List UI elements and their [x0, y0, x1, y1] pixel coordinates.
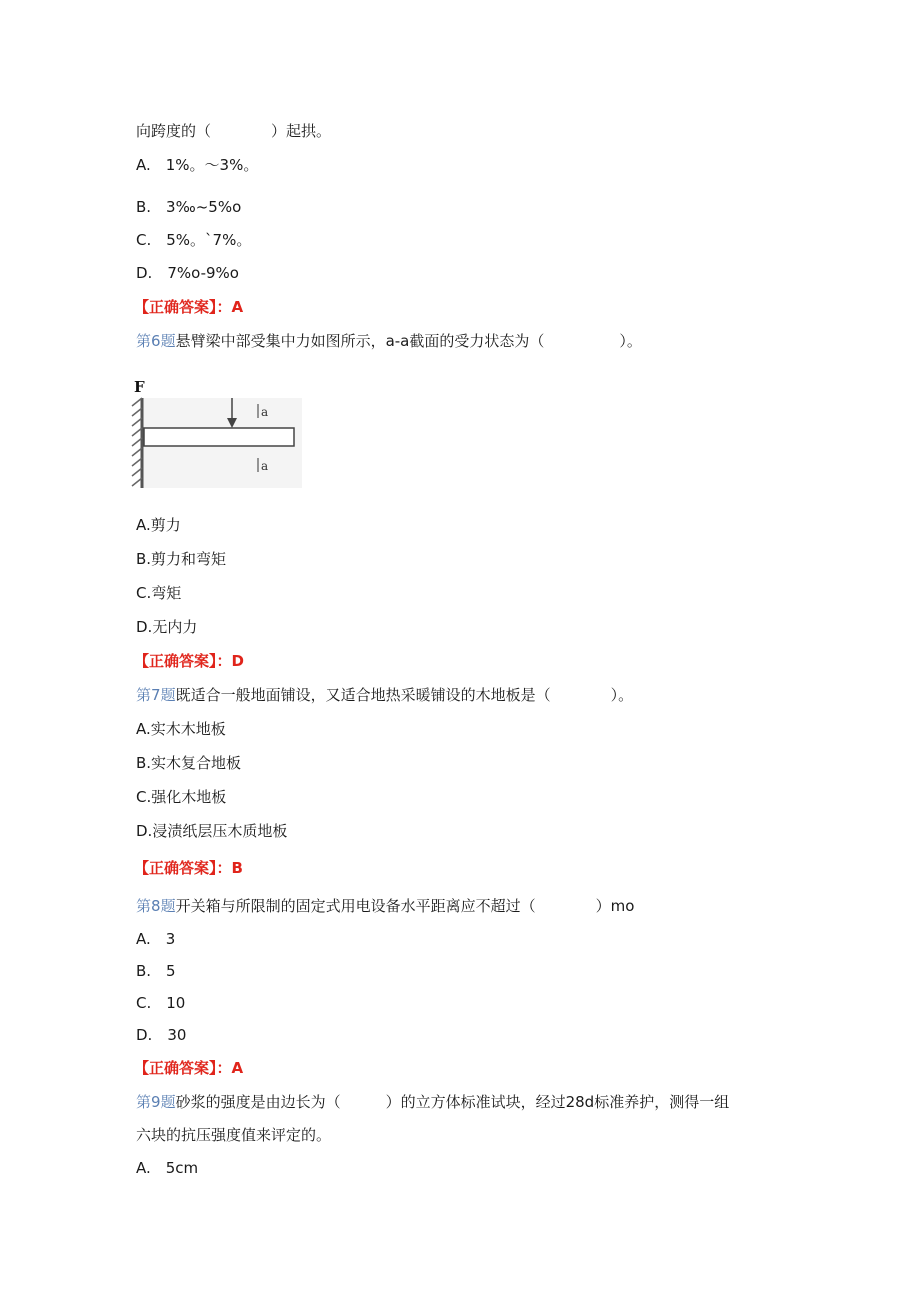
- q7-answer: 【正确答案】：B: [134, 859, 243, 877]
- q7-option-c: C.强化木地板: [136, 788, 227, 806]
- section-label-bottom: a: [261, 459, 269, 473]
- q7-prefix: 第: [136, 686, 152, 704]
- q7-option-a: A.实木木地板: [136, 720, 226, 738]
- q9-stem-line1: 砂浆的强度是由边长为（ ）的立方体标准试块，经过28d标准养护，测得一组: [175, 1093, 730, 1111]
- q6-answer: 【正确答案】：D: [134, 652, 244, 670]
- q9-number: 9: [151, 1093, 161, 1111]
- q8-suffix: 题: [160, 897, 176, 915]
- q5-option-b: B. 3‰~5%o: [136, 198, 242, 216]
- q8-option-a: A. 3: [136, 930, 176, 948]
- q7-number: 7: [151, 686, 161, 704]
- q6-option-c: C.弯矩: [136, 584, 182, 602]
- q7-stem: [136, 685, 633, 705]
- q7-stem-text: 既适合一般地面铺设，又适合地热采暖铺设的木地板是（ ）。: [175, 686, 634, 704]
- q8-prefix: 第: [136, 897, 152, 915]
- q9-suffix: 题: [160, 1093, 176, 1111]
- q6-stem-text: 悬臂梁中部受集中力如图所示，a-a截面的受力状态为（ ）。: [175, 332, 642, 350]
- q8-answer: 【正确答案】：A: [134, 1059, 244, 1077]
- q5-option-a: A. 1%。～3%。: [136, 156, 259, 174]
- beam: [144, 428, 294, 446]
- q8-stem-text: 开关箱与所限制的固定式用电设备水平距离应不超过（ ）mo: [175, 897, 635, 915]
- q5-answer: 【正确答案】：A: [134, 298, 244, 316]
- q8-option-c: C. 10: [136, 994, 186, 1012]
- q8-number: 8: [151, 897, 161, 915]
- q6-option-a: A.剪力: [136, 516, 181, 534]
- q8-stem: [136, 896, 634, 916]
- q6-prefix: 第: [136, 332, 152, 350]
- q7-option-d: D.浸渍纸层压木质地板: [136, 822, 288, 840]
- q7-option-b: B.实木复合地板: [136, 754, 242, 772]
- q6-option-b: B.剪力和弯矩: [136, 550, 227, 568]
- q6-number: 6: [151, 332, 161, 350]
- q9-option-a: A. 5cm: [136, 1159, 199, 1177]
- q6-option-d: D.无内力: [136, 618, 198, 636]
- q6-stem: [136, 331, 642, 351]
- q5-option-c: C. 5%。`7%。: [136, 231, 252, 249]
- q8-option-d: D. 30: [136, 1026, 187, 1044]
- cantilever-beam-figure: [128, 378, 304, 490]
- section-label-top: a: [261, 405, 269, 419]
- q9-stem-line2: 六块的抗压强度值来评定的。: [136, 1126, 332, 1144]
- q9-prefix: 第: [136, 1093, 152, 1111]
- q9-stem: [136, 1092, 729, 1112]
- q5-stem-tail: 向跨度的（ ）起拱。: [136, 122, 332, 140]
- q5-option-d: D. 7%o-9%o: [136, 264, 239, 282]
- q6-suffix: 题: [160, 332, 176, 350]
- q7-suffix: 题: [160, 686, 176, 704]
- force-label: F: [134, 378, 145, 396]
- q8-option-b: B. 5: [136, 962, 176, 980]
